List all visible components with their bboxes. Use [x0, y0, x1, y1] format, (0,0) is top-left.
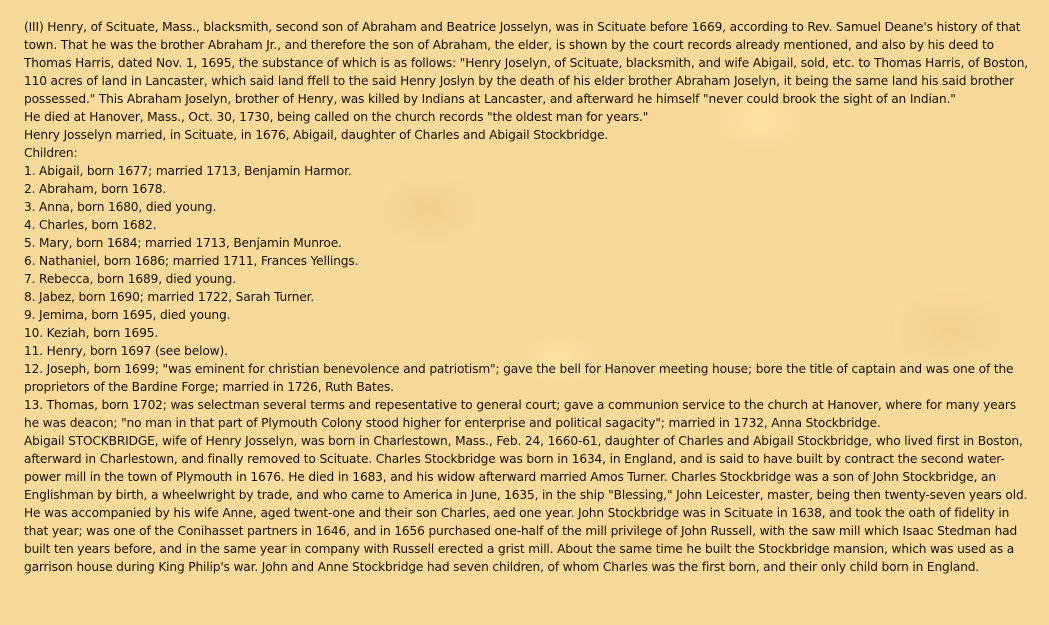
- child-entry: 5. Mary, born 1684; married 1713, Benjamin Munroe.: [24, 236, 342, 250]
- child-entry: 13. Thomas, born 1702; was selectman several terms and repesentative to general court; gave a communion service to the church at Hanover, where for many years he was deacon; "no man in that part of Plymouth Colony stood higher for enterprise and political sagacity"; married in 1732, Anna Stockbridge.: [24, 398, 1016, 430]
- child-entry: 7. Rebecca, born 1689, died young.: [24, 272, 236, 286]
- child-entry: 6. Nathaniel, born 1686; married 1711, Frances Yellings.: [24, 254, 359, 268]
- child-entry: 1. Abigail, born 1677; married 1713, Benjamin Harmor.: [24, 164, 352, 178]
- child-entry: 3. Anna, born 1680, died young.: [24, 200, 217, 214]
- intro-paragraph: (III) Henry, of Scituate, Mass., blacksmith, second son of Abraham and Beatrice Josselyn, was in Scituate before 1669, according to Rev. Samuel Deane's history of that town. That he was the brother Abraham Jr., and therefore the son of Abraham, the elder, is shown by the court records already mentioned, and also by his deed to Thomas Harris, dated Nov. 1, 1695, the substance of which is as follows: "Henry Joselyn, of Scituate, blacksmith, and wife Abigail, sold, etc. to Thomas Harris, of Boston, 110 acres of land in Lancaster, which said land ffell to the said Henry Joslyn by the death of his elder brother Abraham Joselyn, it being the same land his said brother possessed." This Abraham Joselyn, brother of Henry, was killed by Indians at Lancaster, and afterward he himself "never could brook the sight of an Indian.": [24, 20, 1029, 106]
- death-paragraph: He died at Hanover, Mass., Oct. 30, 1730, being called on the church records "the oldest man for years.": [24, 110, 649, 124]
- child-entry: 8. Jabez, born 1690; married 1722, Sarah Turner.: [24, 290, 315, 304]
- genealogy-document: [24, 18, 1034, 576]
- child-entry: 11. Henry, born 1697 (see below).: [24, 344, 228, 358]
- child-entry: 10. Keziah, born 1695.: [24, 326, 159, 340]
- child-entry: 12. Joseph, born 1699; "was eminent for christian benevolence and patriotism"; gave the bell for Hanover meeting house; bore the title of captain and was one of the proprietors of the Bardine Forge; married in 1726, Ruth Bates.: [24, 362, 1014, 394]
- abigail-stockbridge-paragraph: Abigail STOCKBRIDGE, wife of Henry Josselyn, was born in Charlestown, Mass., Feb. 24, 1660-61, daughter of Charles and Abigail Stockbridge, who lived first in Boston, afterward in Charlestown, and finally removed to Scituate. Charles Stockbridge was born in 1634, in England, and is said to have built by contract the second water-power mill in the town of Plymouth in 1676. He died in 1683, and his widow afterward married Amos Turner. Charles Stockbridge was a son of John Stockbridge, an Englishman by birth, a wheelwright by trade, and who came to America in June, 1635, in the ship "Blessing," John Leicester, master, being then twenty-seven years old. He was accompanied by his wife Anne, aged twent-one and their son Charles, aed one year. John Stockbridge was in Scituate in 1638, and took the oath of fidelity in that year; was one of the Conihasset partners in 1646, and in 1656 purchased one-half of the mill privilege of John Russell, with the saw mill which Isaac Stedman had built ten years before, and in the same year in company with Russell erected a grist mill. About the same time he built the Stockbridge mansion, which was used as a garrison house during King Philip's war. John and Anne Stockbridge had seven children, of whom Charles was the first born, and their only child born in England.: [24, 434, 1028, 574]
- child-entry: 2. Abraham, born 1678.: [24, 182, 167, 196]
- children-heading: Children:: [24, 146, 78, 160]
- child-entry: 9. Jemima, born 1695, died young.: [24, 308, 231, 322]
- marriage-paragraph: Henry Josselyn married, in Scituate, in 1676, Abigail, daughter of Charles and Abigail Stockbridge.: [24, 128, 609, 142]
- child-entry: 4. Charles, born 1682.: [24, 218, 157, 232]
